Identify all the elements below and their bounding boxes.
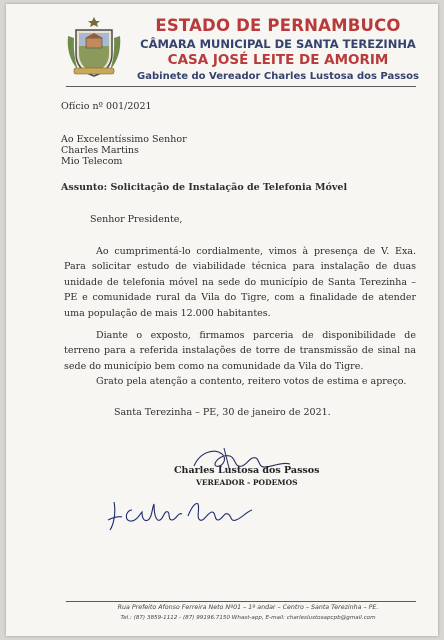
subject-text: Solicitação de Instalação de Telefonia Móvel bbox=[110, 182, 348, 193]
paragraph-3: Grato pela atenção a contento, reitero votos de estima e apreço. bbox=[96, 376, 407, 387]
paragraph-2: Diante o exposto, firmamos parceria de disponibilidade de terreno para a referida instalações de torre de transmissão de sinal na sede do município bem como na comunidade da Vila do Tigre. bbox=[64, 330, 416, 372]
footer-contact: Tel.: (87) 3859-1112 - (87) 99196.7150 Whast-app, E-mail: charleslustosapcpb@gmail.com bbox=[120, 615, 376, 621]
subject-label: Assunto: bbox=[61, 182, 108, 193]
signer-name: Charles Lustosa dos Passos bbox=[174, 465, 320, 476]
header-divider bbox=[66, 86, 416, 87]
footer-address: Rua Prefeito Afonso Ferreira Neto Nº01 – 1º andar – Centro – Santa Terezinha – PE. bbox=[117, 604, 379, 611]
coat-of-arms-icon bbox=[64, 16, 124, 78]
header-state: ESTADO DE PERNAMBUCO bbox=[155, 16, 401, 35]
letter-page bbox=[6, 4, 438, 636]
letter-reference: Ofício nº 001/2021 bbox=[61, 101, 152, 112]
recipient-name: Charles Martins bbox=[61, 145, 139, 156]
recipient-company: Mio Telecom bbox=[61, 156, 123, 167]
recipient-line-1: Ao Excelentíssimo Senhor bbox=[61, 134, 187, 145]
handwritten-signature bbox=[106, 490, 256, 534]
footer-divider bbox=[66, 601, 416, 602]
salutation: Senhor Presidente, bbox=[90, 214, 183, 225]
signer-role: VEREADOR - PODEMOS bbox=[196, 478, 298, 487]
header-office: Gabinete do Vereador Charles Lustosa dos Passos bbox=[137, 71, 419, 82]
date-line: Santa Terezinha – PE, 30 de janeiro de 2021. bbox=[114, 407, 331, 418]
paragraph-1: Ao cumprimentá-lo cordialmente, vimos à presença de V. Exa. Para solicitar estudo de viabilidade técnica para instalação de duas unidade de telefonia móvel na sede do município de Santa Terezinha – PE e comunidade rural da Vila do Tigre, com a finalidade de atender uma população de mais 12.000 habitantes. bbox=[64, 246, 416, 319]
header-house: CASA JOSÉ LEITE DE AMORIM bbox=[167, 52, 389, 68]
subject-line bbox=[61, 181, 347, 195]
header-chamber: CÂMARA MUNICIPAL DE SANTA TEREZINHA bbox=[140, 37, 416, 51]
